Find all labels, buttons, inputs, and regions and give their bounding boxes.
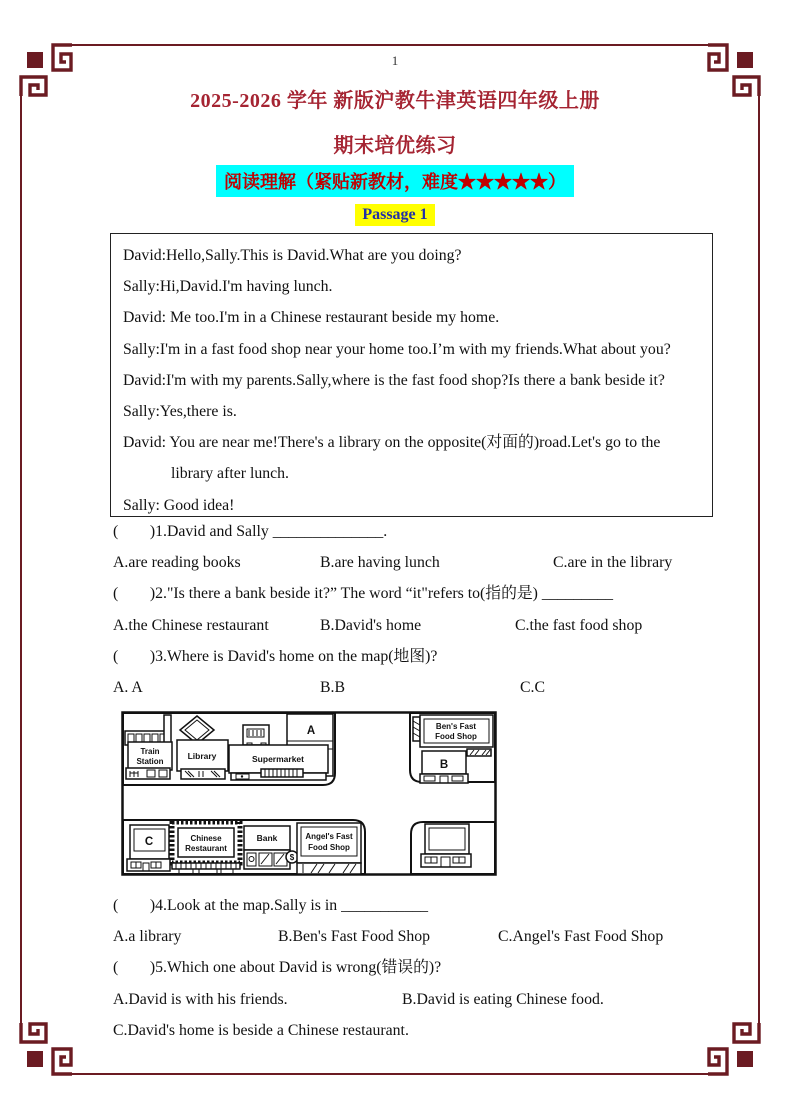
map-label-a: A xyxy=(306,725,316,737)
map-label-train: Train xyxy=(140,747,160,756)
dialogue-line: David: You are near me!There's a library on the opposite(对面的)road.Let's go to the xyxy=(123,434,661,452)
question-4-text: ( )4.Look at the map.Sally is in ___________ xyxy=(113,897,429,914)
question-1-option-b: B.are having lunch xyxy=(320,554,440,572)
questions-block-2 xyxy=(113,890,733,1046)
dialogue-line: Sally:I'm in a fast food shop near your home too.I’m with my friends.What about you? xyxy=(123,340,671,358)
frame-border-top xyxy=(72,44,708,47)
question-1-option-c: C.are in the library xyxy=(553,554,673,572)
map-dollar-icon: $ xyxy=(289,853,295,862)
page-number: 1 xyxy=(391,53,399,68)
question-3-option-a: A. A xyxy=(113,678,143,696)
question-2-text: ( )2."Is there a bank beside it?” The word “it"refers to(指的是) _________ xyxy=(113,585,613,603)
town-map-figure xyxy=(121,711,497,876)
map-label-bens-line2: Food Shop xyxy=(435,732,477,741)
map-label-bank: Bank xyxy=(256,833,278,843)
question-3-options xyxy=(113,672,733,703)
question-2-options xyxy=(113,610,733,641)
frame-border-bottom xyxy=(72,1073,708,1076)
dialogue-line: David:I'm with my parents.Sally,where is the fast food shop?Is there a bank beside it? xyxy=(123,371,665,389)
question-5-text: ( )5.Which one about David is wrong(错误的)? xyxy=(113,959,442,977)
question-5-options-ab xyxy=(113,984,733,1015)
question-1-option-a: A.are reading books xyxy=(113,554,241,572)
dialogue-line: Sally: Good idea! xyxy=(123,496,235,514)
dialogue-line: David:Hello,Sally.This is David.What are you doing? xyxy=(123,247,462,264)
section-banner: 阅读理解（紧贴新教材，难度★★★★★） xyxy=(216,165,574,197)
dialogue-line: library after lunch. xyxy=(171,465,289,483)
questions-block-1 xyxy=(113,516,733,703)
map-building-chinese-restaurant xyxy=(172,822,240,874)
question-3-option-c: C.C xyxy=(520,678,546,696)
question-5-option-a: A.David is with his friends. xyxy=(113,990,288,1008)
map-building-angels-fast-food-shop xyxy=(297,823,361,874)
map-label-c: C xyxy=(144,836,154,848)
map-label-library: Library xyxy=(187,751,217,761)
passage-label: Passage 1 xyxy=(355,204,434,226)
map-label-angels-line2: Food Shop xyxy=(308,843,350,852)
map-label-station: Station xyxy=(136,757,164,766)
dialogue-box xyxy=(110,233,713,517)
map-label-chinese: Chinese xyxy=(190,834,222,843)
question-3-option-b: B.B xyxy=(320,678,346,696)
dialogue-line: Sally:Yes,there is. xyxy=(123,402,237,420)
question-4-options xyxy=(113,921,733,952)
question-2-option-c: C.the fast food shop xyxy=(515,616,643,634)
map-building-bank xyxy=(244,826,298,869)
doc-title-line1: 2025-2026 学年 新版沪教牛津英语四年级上册 xyxy=(190,90,600,112)
frame-border-left xyxy=(20,95,23,1024)
question-2-option-b: B.David's home xyxy=(320,616,422,634)
map-label-b: B xyxy=(439,759,449,771)
question-3-text: ( )3.Where is David's home on the map(地图)? xyxy=(113,647,438,665)
question-5-option-c: C.David's home is beside a Chinese restaurant. xyxy=(113,1021,409,1039)
question-4-option-b: B.Ben's Fast Food Shop xyxy=(278,928,431,946)
question-1-text: ( )1.David and Sally ______________. xyxy=(113,523,388,540)
question-2-option-a: A.the Chinese restaurant xyxy=(113,616,269,634)
map-building-c xyxy=(127,825,170,871)
dialogue-line: Sally:Hi,David.I'm having lunch. xyxy=(123,278,333,296)
map-label-angels-line1: Angel's Fast xyxy=(305,832,353,841)
doc-title-line2: 期末培优练习 xyxy=(333,135,457,157)
question-5-option-b: B.David is eating Chinese food. xyxy=(402,990,604,1008)
frame-corner-ornament-icon xyxy=(19,1020,79,1076)
dialogue-line: David: Me too.I'm in a Chinese restaurant beside my home. xyxy=(123,309,500,327)
question-4-option-a: A.a library xyxy=(113,928,182,946)
map-label-bens-line1: Ben's Fast xyxy=(435,722,477,731)
question-4-option-c: C.Angel's Fast Food Shop xyxy=(498,928,664,946)
question-1-options xyxy=(113,547,733,578)
frame-border-right xyxy=(758,95,761,1024)
map-label-supermarket: Supermarket xyxy=(252,754,304,764)
map-building-unlabeled xyxy=(421,824,471,867)
map-label-restaurant: Restaurant xyxy=(185,844,227,853)
